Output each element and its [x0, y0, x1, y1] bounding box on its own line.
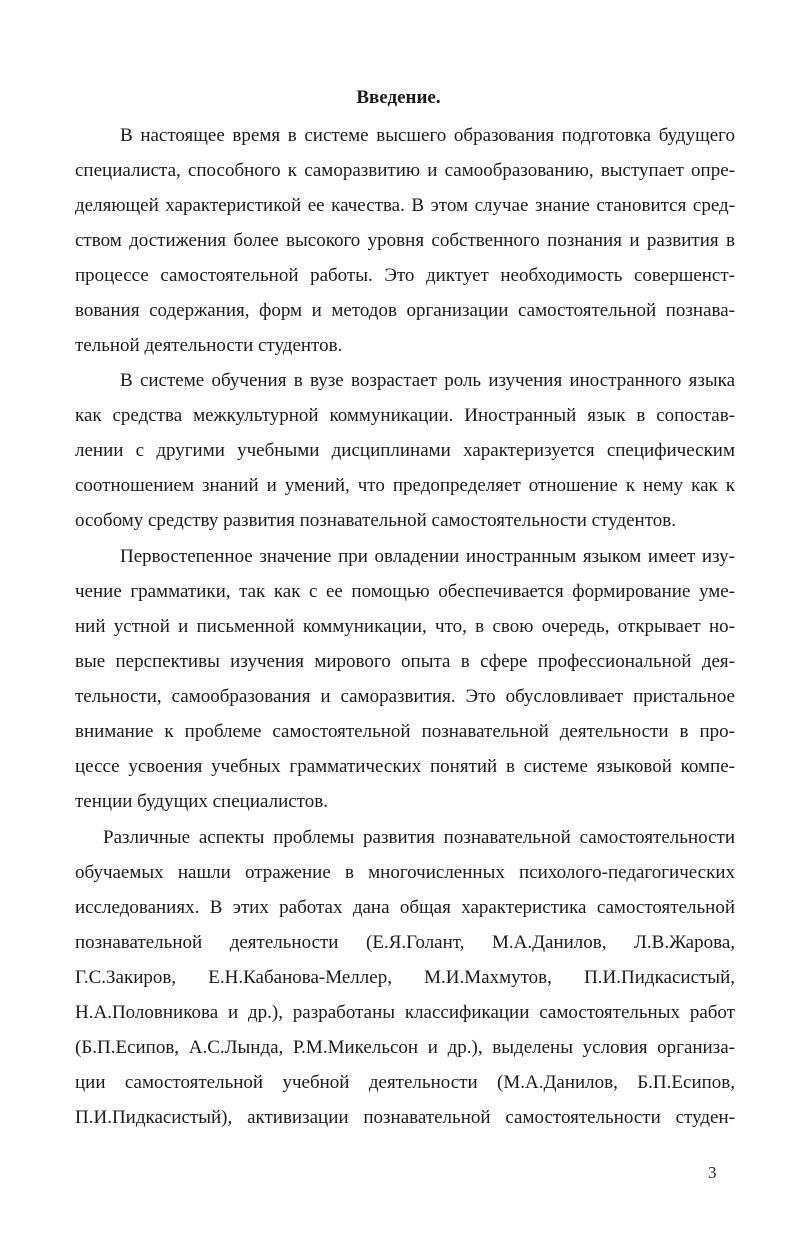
text-line: познавательной деятельности (Е.Я.Голант, М.А.Данилов, Л.В.Жарова, [75, 932, 735, 953]
text-line: В настоящее время в системе высшего образования подготовка будущего [120, 125, 735, 146]
text-line: ством достижения более высокого уровня собственного познания и развития в [75, 230, 735, 251]
text-line: вования содержания, форм и методов организации самостоятельной познава- [75, 300, 735, 321]
page-number: 3 [708, 1163, 717, 1182]
text-line: Различные аспекты проблемы развития познавательной самостоятельности [103, 827, 735, 848]
text-line: тельной деятельности студентов. [75, 335, 343, 356]
text-line: Первостепенное значение при овладении иностранным языком имеет изу- [120, 546, 735, 567]
page-title: Введение. [356, 87, 441, 108]
text-line: внимание к проблеме самостоятельной познавательной деятельности в про- [75, 721, 735, 742]
text-line: Г.С.Закиров, Е.Н.Кабанова-Меллер, М.И.Махмутов, П.И.Пидкасистый, [75, 967, 735, 988]
text-line: Н.А.Половникова и др.), разработаны классификации самостоятельных работ [75, 1002, 735, 1023]
text-line: ции самостоятельной учебной деятельности (М.А.Данилов, Б.П.Есипов, [75, 1072, 735, 1093]
text-line: лении с другими учебными дисциплинами характеризуется специфическим [75, 440, 735, 461]
text-line: исследованиях. В этих работах дана общая характеристика самостоятельной [75, 897, 735, 918]
text-line: процессе самостоятельной работы. Это диктует необходимость совершенст- [75, 265, 735, 286]
text-line: деляющей характеристикой ее качества. В этом случае знание становится сред- [75, 195, 735, 216]
text-line: цессе усвоения учебных грамматических понятий в системе языковой компе- [75, 756, 735, 777]
text-line: (Б.П.Есипов, А.С.Лында, Р.М.Микельсон и др.), выделены условия организа- [75, 1037, 735, 1058]
text-line: обучаемых нашли отражение в многочисленных психолого-педагогических [75, 862, 735, 883]
text-line: тенции будущих специалистов. [75, 791, 328, 812]
text-line: тельности, самообразования и саморазвития. Это обусловливает пристальное [75, 686, 735, 707]
text-line: вые перспективы изучения мирового опыта в сфере профессиональной дея- [75, 651, 735, 672]
text-line: чение грамматики, так как с ее помощью обеспечивается формирование уме- [75, 581, 735, 602]
text-line: ний устной и письменной коммуникации, что, в свою очередь, открывает но- [75, 616, 735, 637]
text-line: соотношением знаний и умений, что предопределяет отношение к нему как к [75, 475, 735, 496]
text-line: П.И.Пидкасистый), активизации познавательной самостоятельности студен- [75, 1107, 735, 1128]
text-line: В системе обучения в вузе возрастает роль изучения иностранного языка [120, 370, 735, 391]
text-line: как средства межкультурной коммуникации. Иностранный язык в сопостав- [75, 405, 735, 426]
text-line: специалиста, способного к саморазвитию и самообразованию, выступает опре- [75, 160, 735, 181]
text-line: особому средству развития познавательной самостоятельности студентов. [75, 510, 676, 531]
